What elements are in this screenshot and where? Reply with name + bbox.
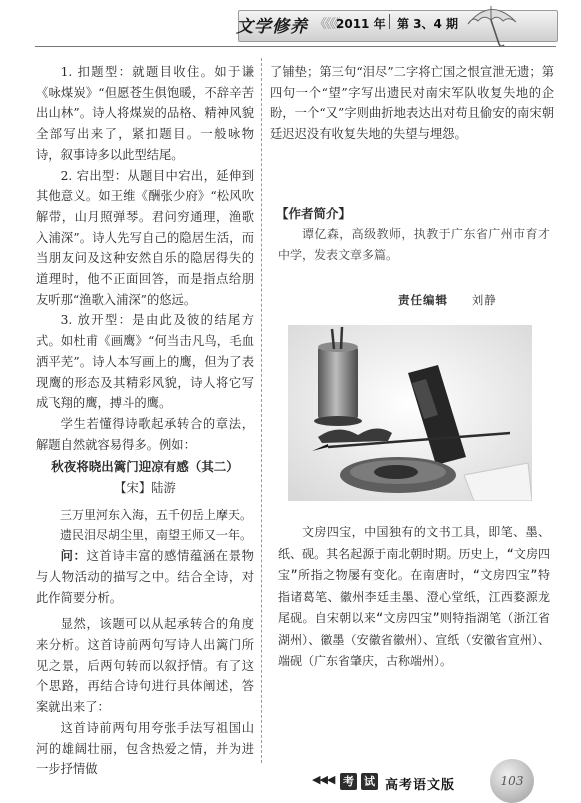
author-heading: 【作者简介】 [276, 206, 352, 221]
header-separator [389, 14, 390, 29]
editor-label: 责任编辑 [398, 293, 448, 307]
page-number: 103 [490, 759, 534, 803]
poem-line: 三万里河东入海，五千仞岳上摩天。 [60, 507, 253, 522]
paragraph-type1: 1. 扣题型：就题目收住。如于谦《咏煤炭》“但愿苍生俱饱暖，不辞辛苦出山林”。诗人将煤炭的品格、精神风貌全部写出来了，紧扣题目。一般咏物诗，叙事诗多以此型结尾。 [36, 65, 254, 162]
footer-box-shi: 试 [361, 773, 378, 790]
footer-arrows: ◀◀◀ [312, 773, 335, 786]
paragraph-analysis: 显然，该题可以从起承转合的角度来分析。这首诗前两句写诗人出篱门所见之景，后两句转而以叙抒情。有了这个思路，再结合诗句进行具体阐述，答案就出来了： [36, 617, 254, 715]
header-issue: 第 3、4 期 [397, 17, 459, 31]
header-arrows: 《《《《 [314, 17, 339, 32]
section-title: 文学修养 [236, 17, 308, 37]
question [36, 546, 254, 608]
four-treasures-photo [288, 325, 532, 501]
right-column [270, 62, 554, 145]
footer-box-kao: 考 [340, 773, 357, 790]
photo-caption: 文房四宝，中国独有的文书工具，即笔、墨、纸、砚。其名起源于南北朝时期。历史上，“文房四宝”所指之物屡有变化。在南唐时，“文房四宝”特指诸葛笔、徽州李廷圭墨、澄心堂纸，江西婺源龙尾砚。自宋朝以来“文房四宝”则特指湖笔（浙江省湖州）、徽墨（安徽省徽州）、宣纸（安徽省宣州）、端砚（广东省肇庆，古称端州）。 [278, 525, 550, 668]
editor-name: 刘静 [471, 293, 497, 307]
header-year: 2011 年 [336, 17, 386, 31]
editor-credit [398, 292, 497, 308]
header-rule [35, 46, 556, 47]
footer-edition: 高考语文版 [385, 778, 456, 793]
umbrella-icon [462, 2, 520, 48]
author-intro: 谭亿森，高级教师，执教于广东省广州市育才中学，发表文章多篇。 [278, 227, 550, 262]
poem-author: 【宋】陆游 [114, 481, 176, 496]
question-label: 问： [60, 548, 87, 564]
paragraph-intro-example: 学生若懂得诗歌起承转合的章法，解题自然就容易得多。例如： [36, 416, 254, 452]
column-divider [261, 58, 262, 763]
paragraph-type2: 2. 宕出型：从题目中宕出，延伸到其他意义。如王维《酬张少府》“松风吹解带，山月照弹琴。君问穷通理，渔歌入浦深”。诗人先写自己的隐居生活，而当朋友问及这种安然自乐的隐居得失的道理时，他不正面回答，而是指点给朋友听那“渔歌入浦深”的悠远。 [36, 168, 254, 307]
poem-line: 遗民泪尽胡尘里，南望王师又一年。 [60, 528, 253, 543]
paragraph-answer-cont: 了铺垫；第三句“泪尽”二字将亡国之恨宣泄无遗；第四句一个“望”字写出遗民对南宋军队收复失地的企盼，一个“又”字则曲折地表达出对苟且偷安的南宋朝廷迟迟没有收复失地的失望与埋怨。 [270, 65, 554, 142]
left-column [36, 62, 254, 780]
paragraph-answer: 这首诗前两句用夸张手法写祖国山河的雄阔壮丽，包含热爱之情，并为进一步抒情做 [36, 720, 254, 777]
question-text: 这首诗丰富的感情蕴涵在景物与人物活动的描写之中。结合全诗，对此作简要分析。 [36, 549, 254, 605]
paragraph-type3: 3. 放开型：是由此及彼的结尾方式。如杜甫《画鹰》“何当击凡鸟，毛血洒平芜”。诗人本写画上的鹰，但为了表现鹰的形态及其精彩风貌，诗人将它写成飞翔的鹰，搏斗的鹰。 [36, 313, 254, 411]
poem-title: 秋夜将晓出篱门迎凉有感（其二） [51, 459, 239, 475]
